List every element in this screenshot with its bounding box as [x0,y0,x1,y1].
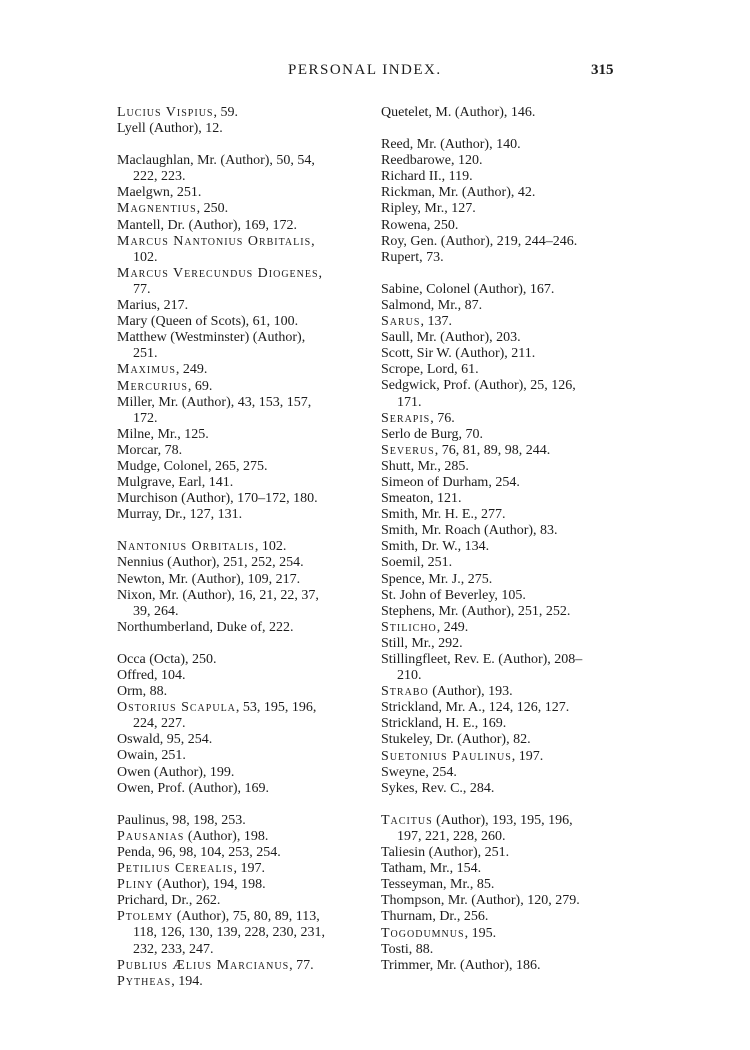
page-header [0,62,750,86]
index-entry-text: Milne, Mr., 125. [117,426,209,442]
index-entry-text: Shutt, Mr., 285. [381,458,469,474]
index-entry-text: Soemil, 251. [381,555,453,571]
index-entry-text: , 76. [430,410,455,426]
index-entry [117,395,365,411]
index-entry-continuation [117,169,365,185]
index-entry-text: Mantell, Dr. (Author), 169, 172. [117,217,298,233]
index-entry [117,620,365,636]
index-entry-continuation [117,942,365,958]
index-name-small-caps: Pytheas [117,973,172,989]
section-gap [117,636,365,652]
index-entry-text: Owen, Prof. (Author), 169. [117,780,270,796]
index-entry [381,282,623,298]
index-entry-text: 210. [397,668,422,684]
index-entry [381,636,623,652]
index-entry [381,604,623,620]
index-entry-text: Oswald, 95, 254. [117,732,213,748]
index-entry-text: 102. [133,249,158,265]
index-entry-text: Smeaton, 121. [381,491,462,507]
index-entry-text: Nixon, Mr. (Author), 16, 21, 22, 37, [117,587,319,603]
index-entry [381,153,623,169]
index-entry [381,539,623,555]
index-entry-text: Tatham, Mr., 154. [381,861,482,877]
index-entry [117,572,365,588]
index-entry-text: Strickland, Mr. A., 124, 126, 127. [381,700,570,716]
index-entry [381,684,623,700]
index-entry-text: Still, Mr., 292. [381,635,463,651]
index-entry-text: Salmond, Mr., 87. [381,297,483,313]
section-gap [381,121,623,137]
section-gap [117,797,365,813]
index-entry-text: , 59. [213,105,238,120]
index-entry [117,781,365,797]
index-entry-text: Thurnam, Dr., 256. [381,909,489,925]
index-entry-text: Lyell (Author), 12. [117,121,223,137]
index-entry [117,829,365,845]
index-entry [381,926,623,942]
index-entry [381,700,623,716]
index-entry-text: 39, 264. [133,603,179,619]
index-entry [381,169,623,185]
index-entry-text: Stukeley, Dr. (Author), 82. [381,732,531,748]
index-entry [381,958,623,974]
index-name-small-caps: Severus [381,442,435,458]
index-name-small-caps: Magnentius [117,201,197,217]
index-entry [117,845,365,861]
index-entry-text: , 53, 195, 196, [235,700,317,716]
index-entry-text: Ripley, Mr., 127. [381,201,476,217]
index-entry-text: Maelgwn, 251. [117,185,202,201]
index-entry [381,185,623,201]
index-name-small-caps: Mercurius [117,378,188,394]
index-entry-text: Murchison (Author), 170–172, 180. [117,491,318,507]
index-entry-text: , 77. [289,957,314,973]
index-entry-text: , 194. [171,973,203,989]
index-entry-text: 251. [133,346,158,362]
index-entry-text: Paulinus, 98, 198, 253. [117,812,246,828]
index-entry [381,378,623,394]
index-entry-text: 171. [397,394,422,410]
index-entry-continuation [117,282,365,298]
index-entry-text: Sedgwick, Prof. (Author), 25, 126, [381,378,576,394]
index-entry [381,459,623,475]
index-column-right [381,105,623,974]
index-entry-continuation [117,716,365,732]
index-entry [381,732,623,748]
index-entry-continuation [117,346,365,362]
index-entry [117,507,365,523]
index-entry-text: St. John of Beverley, 105. [381,587,526,603]
index-entry [117,652,365,668]
index-entry [117,314,365,330]
index-entry-text: Sykes, Rev. C., 284. [381,780,495,796]
index-entry [381,877,623,893]
index-entry [381,491,623,507]
index-entry [381,861,623,877]
index-entry [117,555,365,571]
index-entry [117,105,365,121]
index-entry-text: , 197. [233,861,266,877]
index-name-small-caps: Ostorius Scapula [117,700,236,716]
index-entry [381,909,623,925]
index-entry [381,250,623,266]
index-entry [117,266,365,282]
index-entry [381,427,623,443]
index-entry [381,201,623,217]
index-entry [381,234,623,250]
index-entry [381,652,623,668]
index-entry [117,459,365,475]
index-entry [117,668,365,684]
index-entry-text: Marius, 217. [117,298,189,314]
index-entry [381,314,623,330]
index-entry-text: Reedbarowe, 120. [381,153,483,169]
index-entry-text: Spence, Mr. J., 275. [381,571,493,587]
index-entry-text: (Author), 193. [428,684,513,700]
index-entry [117,893,365,909]
index-name-small-caps: Serapis [381,410,431,426]
index-entry-text: Mulgrave, Earl, 141. [117,475,234,491]
index-entry [381,507,623,523]
index-name-small-caps: Stilicho [381,619,437,635]
index-entry [117,362,365,378]
index-entry-text: , 137. [420,314,452,330]
index-name-small-caps: Marcus Verecundus Diogenes [117,265,319,281]
index-name-small-caps: Pliny [117,877,154,893]
index-entry-text: Smith, Mr. Roach (Author), 83. [381,523,558,539]
index-entry-text: Rowena, 250. [381,217,459,233]
index-entry-text: Orm, 88. [117,684,168,700]
index-entry-text: , 69. [187,378,213,394]
index-entry-text: , 249. [436,619,469,635]
index-entry-text: Northumberland, Duke of, 222. [117,619,294,635]
index-entry-text: (Author), 75, 80, 89, 113, [173,909,320,925]
index-entry-text: , 195. [464,925,497,941]
index-entry [117,748,365,764]
index-entry [381,620,623,636]
index-entry-text: Mary (Queen of Scots), 61, 100. [117,314,299,330]
index-entry [117,201,365,217]
index-entry-text: Prichard, Dr., 262. [117,893,221,909]
index-entry [381,523,623,539]
index-entry-text: Strickland, H. E., 169. [381,716,507,732]
index-entry-text: , 76, 81, 89, 98, 244. [434,442,551,458]
index-entry-text: Matthew (Westminster) (Author), [117,330,306,346]
page-number: 315 [591,62,614,78]
index-entry-text: Occa (Octa), 250. [117,651,217,667]
section-gap [381,797,623,813]
index-entry-text: Rupert, 73. [381,249,444,265]
index-entry [117,732,365,748]
index-entry-text: Newton, Mr. (Author), 109, 217. [117,571,301,587]
index-entry [381,572,623,588]
index-entry-text: Stephens, Mr. (Author), 251, 252. [381,603,571,619]
index-entry-text: Mudge, Colonel, 265, 275. [117,458,268,474]
index-entry-text: 232, 233, 247. [133,941,214,957]
index-entry-text: Miller, Mr. (Author), 43, 153, 157, [117,394,312,410]
index-entry-text: , 249. [175,362,208,378]
index-name-small-caps: Nantonius Orbitalis [117,539,255,555]
index-entry [117,330,365,346]
index-name-small-caps: Togodumnus [381,925,465,941]
index-entry-text: , 102. [254,539,287,555]
index-entry [117,539,365,555]
index-entry-text: Murray, Dr., 127, 131. [117,507,243,523]
index-entry [117,813,365,829]
index-name-small-caps: Pausanias [117,828,185,844]
index-entry-text: Nennius (Author), 251, 252, 254. [117,555,304,571]
index-entry-text: Quetelet, M. (Author), 146. [381,105,536,120]
index-entry [381,781,623,797]
index-entry-text: (Author), 193, 195, 196, [432,812,573,828]
index-entry-text: Sabine, Colonel (Author), 167. [381,281,555,297]
index-entry-text: (Author), 198. [184,828,269,844]
index-entry-text: 222, 223. [133,169,186,185]
index-entry [117,153,365,169]
index-name-small-caps: Strabo [381,684,429,700]
index-entry [117,427,365,443]
index-entry [381,749,623,765]
index-entry-text: 77. [133,281,151,297]
index-entry [117,684,365,700]
index-entry [117,974,365,990]
index-entry-text: Owen (Author), 199. [117,764,235,780]
index-entry-text: Scott, Sir W. (Author), 211. [381,346,536,362]
index-entry [381,137,623,153]
index-entry-text: , [318,265,323,281]
index-entry-text: Penda, 96, 98, 104, 253, 254. [117,844,281,860]
index-entry-text: 197, 221, 228, 260. [397,828,506,844]
index-entry-text: 118, 126, 130, 139, 228, 230, 231, [133,925,325,941]
index-entry-text: Maclaughlan, Mr. (Author), 50, 54, [117,153,315,169]
index-entry-text: , 250. [196,201,229,217]
index-name-small-caps: Ptolemy [117,909,174,925]
index-entry-continuation [381,395,623,411]
index-entry [381,105,623,121]
index-entry [117,765,365,781]
index-entry-text: Taliesin (Author), 251. [381,845,510,861]
index-entry-text: Smith, Mr. H. E., 277. [381,507,506,523]
index-entry [381,765,623,781]
index-name-small-caps: Suetonius Paulinus [381,748,512,764]
index-entry-continuation [381,829,623,845]
index-name-small-caps: Lucius Vispius [117,105,214,120]
index-entry [117,861,365,877]
index-entry [117,379,365,395]
index-entry [381,298,623,314]
index-entry-text: Smith, Dr. W., 134. [381,539,490,555]
section-gap [381,266,623,282]
index-entry [381,346,623,362]
index-entry [381,443,623,459]
index-entry [381,893,623,909]
index-entry-text: Rickman, Mr. (Author), 42. [381,185,536,201]
index-entry [381,218,623,234]
index-entry [381,716,623,732]
index-entry-text: Tosti, 88. [381,941,434,957]
index-entry [117,909,365,925]
index-entry-text: Morcar, 78. [117,442,183,458]
index-entry-text: Tesseyman, Mr., 85. [381,877,495,893]
index-entry-text: Thompson, Mr. (Author), 120, 279. [381,893,580,909]
index-entry-text: Saull, Mr. (Author), 203. [381,330,521,346]
page-title: PERSONAL INDEX. [288,62,442,78]
index-entry [381,555,623,571]
index-entry [381,813,623,829]
index-entry [117,443,365,459]
index-entry [381,362,623,378]
index-name-small-caps: Tacitus [381,812,433,828]
index-entry-text: Scrope, Lord, 61. [381,362,479,378]
index-entry [381,588,623,604]
index-entry-text: Simeon of Durham, 254. [381,474,520,490]
index-entry [117,298,365,314]
section-gap [117,137,365,153]
index-entry-text: (Author), 194, 198. [153,877,266,893]
index-entry-text: , 197. [511,748,544,764]
index-entry-text: Serlo de Burg, 70. [381,426,484,442]
section-gap [117,523,365,539]
index-entry-text: 172. [133,410,158,426]
index-entry [381,330,623,346]
index-entry-text: Sweyne, 254. [381,764,457,780]
index-entry-continuation [117,604,365,620]
index-entry [117,185,365,201]
index-entry-text: Offred, 104. [117,668,186,683]
index-entry-text: Richard II., 119. [381,169,473,185]
index-entry-text: Stillingfleet, Rev. E. (Author), 208– [381,652,583,667]
index-entry [117,475,365,491]
index-entry [117,877,365,893]
index-entry [381,475,623,491]
index-column-left [117,105,365,990]
index-entry [381,942,623,958]
index-entry [117,218,365,234]
index-entry [117,958,365,974]
index-entry [381,845,623,861]
index-entry-text: Reed, Mr. (Author), 140. [381,137,521,153]
index-entry [117,121,365,137]
index-name-small-caps: Maximus [117,362,176,378]
index-entry [117,700,365,716]
index-entry-continuation [117,925,365,941]
index-entry-text: 224, 227. [133,716,186,732]
index-entry [117,588,365,604]
index-entry [117,234,365,250]
index-name-small-caps: Marcus Nantonius Orbitalis [117,233,312,249]
index-entry-continuation [381,668,623,684]
index-entry-text: , [311,233,315,249]
index-entry-text: Trimmer, Mr. (Author), 186. [381,957,541,973]
index-entry-continuation [117,411,365,427]
index-entry [381,411,623,427]
index-name-small-caps: Petilius Cerealis [117,861,234,877]
index-name-small-caps: Publius Ælius Marcianus [117,957,290,973]
index-name-small-caps: Sarus [381,314,421,330]
index-entry [117,491,365,507]
index-entry-continuation [117,250,365,266]
index-entry-text: Roy, Gen. (Author), 219, 244–246. [381,233,578,249]
index-entry-text: Owain, 251. [117,748,186,764]
